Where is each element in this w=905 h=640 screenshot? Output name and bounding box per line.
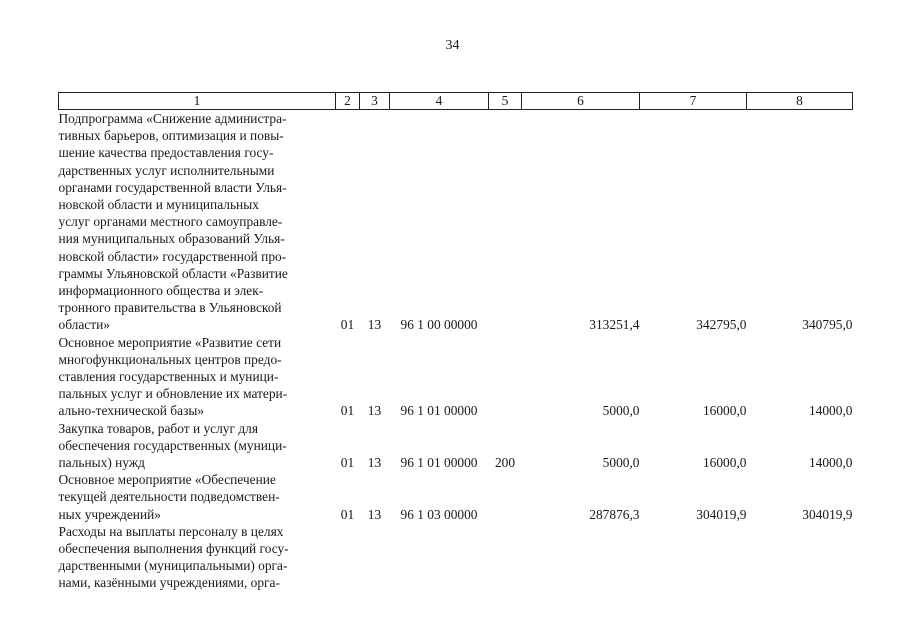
row-name-line: Расходы на выплаты персоналу в целях — [58, 523, 284, 539]
table-body — [59, 110, 853, 592]
section-code — [336, 523, 360, 592]
header-col-2: 2 — [336, 93, 360, 110]
table-row — [59, 334, 853, 420]
amount-col-6: 287876,3 — [589, 506, 640, 522]
row-name-line: дарственными (муниципальными) орга- — [58, 558, 288, 574]
target-article-code: 96 1 03 00000 — [400, 506, 478, 522]
row-name-line: ально-технической базы» — [58, 403, 205, 419]
expense-type-code — [489, 523, 522, 592]
amount-col-8 — [747, 523, 853, 592]
subsection-code: 13 — [367, 317, 382, 333]
table-row — [59, 110, 853, 334]
target-article-code: 96 1 01 00000 — [400, 403, 478, 419]
row-name — [59, 523, 336, 592]
section-code: 01 — [340, 506, 355, 522]
amount-col-7: 342795,0 — [696, 317, 747, 333]
row-name-line: ных учреждений» — [58, 506, 161, 522]
amount-col-8: 14000,0 — [808, 455, 853, 471]
row-name-line: нами, казёнными учреждениями, орга- — [58, 575, 280, 591]
amount-col-8: 14000,0 — [808, 403, 853, 419]
section-code: 01 — [340, 455, 355, 471]
row-name-line: шение качества предоставления госу- — [58, 145, 274, 161]
row-name-line: обеспечения государственных (муници- — [58, 437, 287, 453]
amount-col-7 — [640, 523, 747, 592]
header-col-3: 3 — [360, 93, 390, 110]
row-name-line: новской области» государственной про- — [58, 248, 287, 264]
row-name-line: новской области и муниципальных — [58, 197, 259, 213]
row-name-line: дарственных услуг исполнительными — [58, 162, 275, 178]
row-name-line: пальных услуг и обновление их матери- — [58, 386, 288, 402]
row-name-line: Подпрограмма «Снижение администра- — [58, 111, 287, 126]
header-col-1: 1 — [59, 93, 336, 110]
row-name-line: тронного правительства в Ульяновской — [58, 300, 282, 316]
subsection-code: 13 — [367, 506, 382, 522]
amount-col-7: 304019,9 — [696, 506, 747, 522]
expense-type-code: 200 — [494, 455, 516, 471]
header-row — [59, 93, 853, 110]
header-col-7: 7 — [640, 93, 747, 110]
header-col-5: 5 — [489, 93, 522, 110]
subsection-code: 13 — [367, 455, 382, 471]
target-article-code — [390, 523, 489, 592]
row-name-line: ния муниципальных образований Улья- — [58, 231, 285, 247]
row-name — [59, 334, 336, 420]
row-name-line: граммы Ульяновской области «Развитие — [58, 265, 288, 281]
row-name-line: текущей деятельности подведомствен- — [58, 489, 280, 505]
amount-col-8: 340795,0 — [802, 317, 853, 333]
table-row — [59, 471, 853, 523]
row-name-line: услуг органами местного самоуправле- — [58, 214, 283, 230]
row-name-line: тивных барьеров, оптимизация и повы- — [58, 128, 284, 144]
section-code: 01 — [340, 403, 355, 419]
amount-col-7: 16000,0 — [702, 403, 747, 419]
table-row — [59, 523, 853, 592]
amount-col-7: 16000,0 — [702, 455, 747, 471]
amount-col-6: 5000,0 — [602, 403, 640, 419]
amount-col-8: 304019,9 — [802, 506, 853, 522]
table-row — [59, 420, 853, 472]
expense-type-code — [489, 110, 522, 334]
expense-type-code — [489, 471, 522, 523]
amount-col-6: 313251,4 — [589, 317, 640, 333]
row-name-line: ставления государственных и муници- — [58, 369, 279, 385]
target-article-code: 96 1 00 00000 — [400, 317, 478, 333]
row-name-line: Основное мероприятие «Обеспечение — [58, 472, 276, 488]
target-article-code: 96 1 01 00000 — [400, 455, 478, 471]
row-name-line: области» — [58, 317, 110, 333]
page-number: 34 — [445, 38, 460, 53]
row-name — [59, 471, 336, 523]
expense-type-code — [489, 334, 522, 420]
row-name — [59, 110, 336, 334]
row-name-line: обеспечения выполнения функций госу- — [58, 541, 289, 557]
amount-col-6 — [522, 523, 640, 592]
row-name-line: многофункциональных центров предо- — [58, 351, 282, 367]
budget-table — [58, 92, 853, 592]
row-name — [59, 420, 336, 472]
row-name-line: информационного общества и элек- — [58, 283, 264, 299]
header-col-6: 6 — [522, 93, 640, 110]
header-col-8: 8 — [747, 93, 853, 110]
row-name-line: органами государственной власти Улья- — [58, 179, 287, 195]
row-name-line: Закупка товаров, работ и услуг для — [58, 420, 258, 436]
row-name-line: Основное мероприятие «Развитие сети — [58, 334, 282, 350]
row-name-line: пальных) нужд — [58, 455, 145, 471]
amount-col-6: 5000,0 — [602, 455, 640, 471]
header-col-4: 4 — [390, 93, 489, 110]
section-code: 01 — [340, 317, 355, 333]
subsection-code — [360, 523, 390, 592]
subsection-code: 13 — [367, 403, 382, 419]
